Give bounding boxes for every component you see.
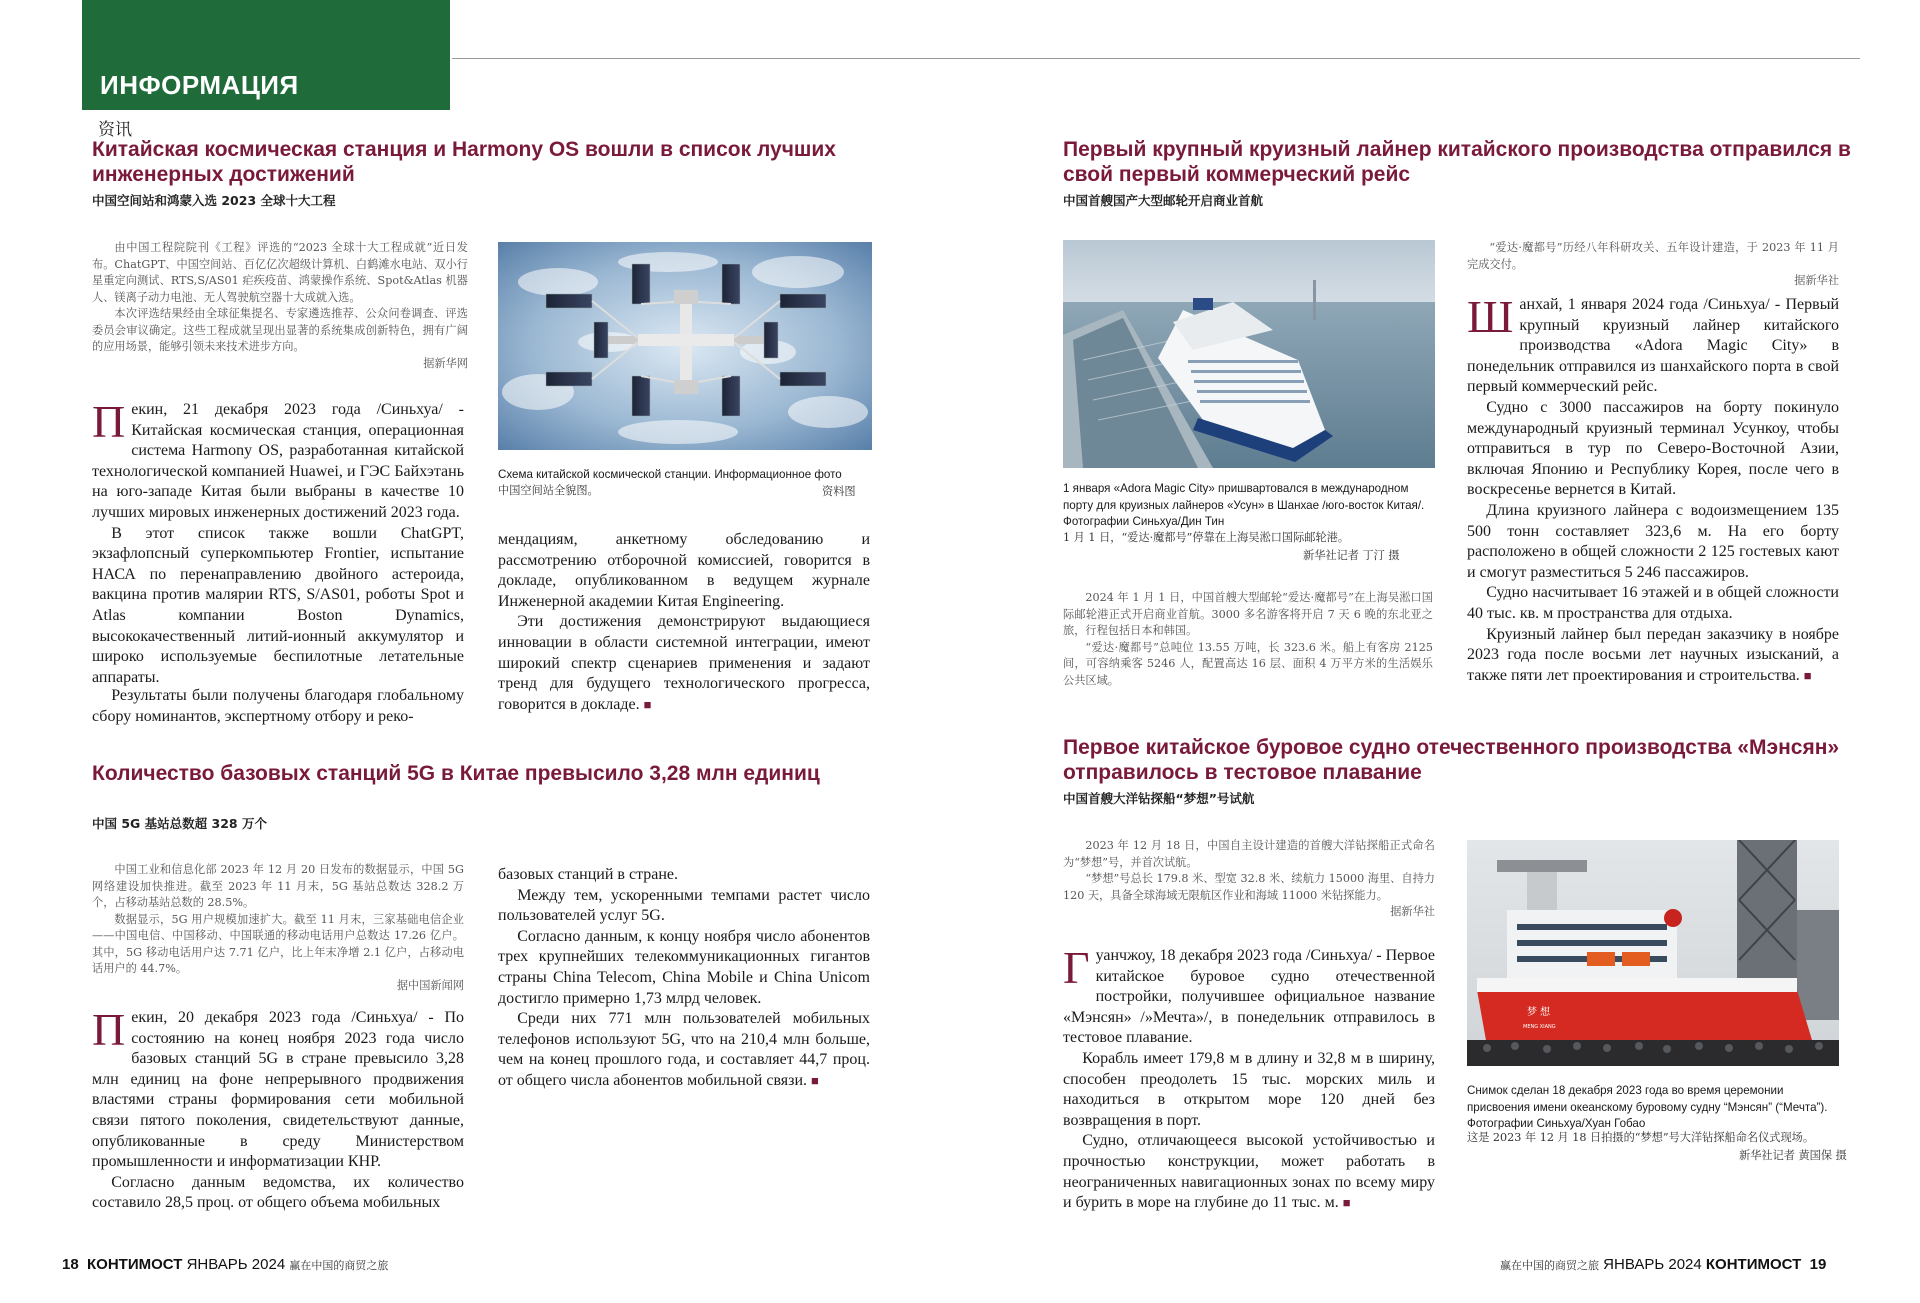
space-station-caption-cn: 中国空间站全貌图。 [498, 484, 599, 497]
article3-ru-p2: Судно с 3000 пассажиров на борту покинуло международный круизный терминал Усункоу, чтобы отправиться в тур по Северо-Восточной Азии, включая Японию и Республику Корея, после чего в воскресенье вернется в Китай. [1467, 398, 1839, 499]
ship-name-cn: 梦 想 [1527, 1007, 1551, 1018]
article1-ru-p3a: Результаты были получены благодаря глобальному сбору номинантов, экспертному отбору и реко- [92, 687, 464, 725]
article1-ru-col1 [92, 396, 464, 688]
article2-ru-p3: Между тем, ускоренными темпами растет число пользователей услуг 5G. [498, 886, 870, 925]
article3-drop-cap: Ш [1467, 291, 1514, 342]
article4-headline: Первое китайское буровое судно отечественного производства «Мэнсян» отправилось в тестовое плавание [1063, 736, 1840, 784]
article1-subhead: 中国空间站和鸿蒙入选 2023 全球十大工程 [92, 193, 336, 208]
article4-ru-p3: Судно, отличающееся высокой устойчивостью и прочностью конструкции, может работать в неограниченных навигационных зонах по всему миру и бурить в море на глубине до 11 тыс. м. [1063, 1132, 1435, 1212]
article3-ru-p4: Судно насчитывает 16 этажей и в общей сложности 40 тыс. кв. м пространства для отдыха. [1467, 584, 1839, 622]
article3-ru-p1: анхай, 1 января 2024 года /Синьхуа/ - Первый крупный круизный лайнер китайского производства «Adora Magic City» в понедельник отправился из шанхайского порта в свой первый коммерческий рейс. [1467, 296, 1839, 396]
footer-slogan-left: 赢在中国的商贸之旅 [289, 1259, 389, 1272]
footer-page-right: 19 [1809, 1256, 1827, 1273]
article2-ru-col1: Пекин, 20 декабря 2023 года /Синьхуа/ - По состоянию на конец ноября 2023 года число базовых станций 5G в стране превысило 3,28 млн единиц на фоне непрерывного продвижения властями страны формирования сети мобильной связи пятого поколения, свидетельствуют данные, опубликованные в среду Министерством промышленности и информатизации КНР. Согласно данным ведомства, их количество составило 28,5 проц. от общего объема мобильных [92, 1004, 464, 1212]
end-mark-icon: ■ [811, 1072, 819, 1088]
article1-cn-p2: 本次评选结果经由全球征集提名、专家遴选推荐、公众问卷调查、评选委员会审议确定。这些工程成就呈现出显著的系统集成创新特色，拥有广阔的应用场景，能够引领未来技术进步方向。 [92, 307, 468, 353]
article3-headline: Первый крупный круизный лайнер китайского производства отправился в свой первый коммерческий рейс [1063, 138, 1851, 186]
cruise-ship-caption-cn: 1 月 1 日，“爱达·魔都号”停靠在上海吴淞口国际邮轮港。 [1063, 531, 1350, 544]
end-mark-icon: ■ [1342, 1195, 1351, 1211]
space-station-caption-ru: Схема китайской космической станции. Информационное фото [498, 468, 842, 481]
header-rule [452, 58, 1860, 59]
article4-drop-cap: Г [1063, 942, 1090, 993]
footer-date-left: ЯНВАРЬ 2024 [186, 1256, 286, 1273]
article2-ru-p5: Среди них 771 млн пользователей мобильных телефонов используют 5G, что на 210,4 млн больше, чем на конец прошлого года, и составляет 44,7 проц. от общего числа абонентов мобильной связи. [498, 1010, 870, 1089]
article4-cn-p2: “梦想”号总长 179.8 米、型宽 32.8 米、续航力 15000 海里、自持力 120 天，具备全球海域无限航区作业和海域 11000 米钻探能力。 [1063, 872, 1435, 902]
footer-right [1500, 1256, 1826, 1273]
footer-mag-right: КОНТИМОСТ [1705, 1256, 1802, 1273]
article3-cn-summary-2 [1467, 240, 1839, 290]
article1-ru-p4: Эти достижения демонстрируют выдающиеся инновации в области системной интеграции, имеют широкий спектр сценариев применения и задают тренд для будущего технологического прогресса, говорится в докладе. [498, 613, 870, 713]
article3-subhead: 中国首艘国产大型邮轮开启商业首航 [1063, 193, 1264, 208]
drill-ship-photo [1467, 840, 1839, 1066]
article2-drop-cap: П [92, 1004, 126, 1055]
end-mark-icon: ■ [1803, 667, 1812, 683]
article3-ru-p3: Длина круизного лайнера с водоизмещением 135 500 тонн составляет 323,6 м. На его борту расположено в общей сложности 2 125 гостевых кают и смогут разместиться 5 246 пассажиров. [1467, 501, 1839, 581]
article2-ru-col2: базовых станций в стране. Между тем, ускоренными темпами растет число пользователей услуг 5G. Согласно данным, к концу ноября число абонентов трех крупнейших телекоммуникационных гигантов страны China Telecom, China Mobile и China Unicom достигло примерно 1,73 млрд человек. Среди них 771 млн пользователей мобильных телефонов используют 5G, что на 210,4 млн больше, чем на конец прошлого года, и составляет 44,7 проц. от общего числа абонентов мобильной связи. ■ [498, 866, 870, 1089]
drill-ship-caption-ru: Снимок сделан 18 декабря 2023 года во время церемонии присвоения имени океанскому буровому судну “Мэнсян” (“Мечта”). Фотографии Синьхуа/Хуан Гобао [1467, 1084, 1828, 1130]
article3-cn-source: 据新华社 [1794, 274, 1839, 287]
article4-cn-source: 据新华社 [1390, 905, 1435, 918]
article3-ru-text [1467, 291, 1839, 686]
article4-cn-p1: 2023 年 12 月 18 日，中国自主设计建造的首艘大洋钻探船正式命名为“梦想”号，并首次试航。 [1063, 839, 1435, 869]
article3-cn-p2: “爱达·魔都号”总吨位 13.55 万吨，长 323.6 米。船上有客房 2125 间，可容纳乘客 5246 人，配置高达 16 层、面积 4 万平方米的生活娱乐公共区域。 [1063, 640, 1433, 687]
footer-mag-left: КОНТИМОСТ [87, 1256, 183, 1273]
drill-ship-caption-cn: 这是 2023 年 12 月 18 日拍摄的“梦想”号大洋钻探船命名仪式现场。 [1467, 1131, 1815, 1144]
article1-ru-p2: В этот список также вошли ChatGPT, экзафлопсный суперкомпьютер Frontier, испытание НАСА по перенаправлению двойного астероида, вакцина против малярии RTS, S/AS01, роботы Spot и Atlas компании Boston Dynamics, высококачественный литий-ионный аккумулятор и широко используемые беспилотные летательные аппараты. [92, 524, 464, 686]
article1-drop-cap: П [92, 396, 126, 447]
article3-cn-summary [1063, 590, 1433, 689]
article3-cn-p1: 2024 年 1 月 1 日，中国首艘大型邮轮“爱达·魔都号”在上海吴淞口国际邮轮港正式开启商业首航。3000 多名游客将开启 7 天 6 晚的东北亚之旅，行程包括日本和韩国。 [1063, 591, 1433, 637]
article2-cn-p2: 数据显示，5G 用户规模加速扩大。截至 11 月末，三家基础电信企业——中国电信、中国移动、中国联通的移动电话用户总数达 17.26 亿户。其中，5G 移动电话用户达 7.71 亿户，比上年末净增 2.1 亿户，占移动电话用户的 44.7%。 [92, 912, 464, 975]
ship-name-latin: MENG XIANG [1523, 1024, 1556, 1030]
article4-ru-p2: Корабль имеет 179,8 м в длину и 32,8 м в ширину, способен преодолеть 15 тыс. морских миль и находиться в открытом море 120 дней без возвращения в порт. [1063, 1049, 1435, 1129]
article2-cn-p1: 中国工业和信息化部 2023 年 12 月 20 日发布的数据显示，中国 5G 网络建设加快推进。截至 2023 年 11 月末，5G 基站总数达 328.2 万个，占移动基站总数的 28.5%。 [92, 863, 464, 909]
cruise-ship-credit: 新华社记者 丁汀 摄 [1303, 549, 1400, 562]
article4-cn-summary [1063, 838, 1435, 921]
footer-page-left: 18 [62, 1256, 79, 1273]
article1-ru-col2: мендациям, анкетному обследованию и рассмотрению отборочной комиссией, говорится в докладе, опубликованном в ведущем журнале Инженерной академии Китая Engineering. Эти достижения демонстрируют выдающиеся инновации в области системной интеграции, имеют широкий спектр сценариев применения и задают тренд для будущего технологического прогресса, говорится в докладе. ■ [498, 531, 870, 713]
cruise-ship-caption-ru: 1 января «Adora Magic City» пришвартовался в международном порту для круизных лайнеров «Усун» в Шанхае /юго-восток Китая/. Фотографии Синьхуа/Дин Тин [1063, 482, 1425, 528]
cruise-ship-photo [1063, 240, 1435, 468]
article4-ru-text [1063, 942, 1435, 1214]
article2-ru-p4: Согласно данным, к концу ноября число абонентов трех крупнейших телекоммуникационных гигантов страны China Telecom, China Mobile и China Unicom достигло примерно 1,73 млрд человек. [498, 927, 870, 1007]
drill-ship-credit: 新华社记者 黄国保 摄 [1739, 1149, 1847, 1162]
article2-headline: Количество базовых станций 5G в Китае превысило 3,28 млн единиц [92, 762, 820, 785]
section-title: ИНФОРМАЦИЯ [100, 70, 299, 100]
article1-cn-p1: 由中国工程院院刊《工程》评选的“2023 全球十大工程成就”近日发布。ChatGPT、中国空间站、百亿亿次超级计算机、白鹤滩水电站、双小行星重定向测试、RTS,S/AS01 疟疾疫苗、鸿蒙操作系统、Spot&Atlas 机器人、镁离子动力电池、无人驾驶航空器十大成就入选。 [92, 241, 468, 304]
footer-date-right: ЯНВАРЬ 2024 [1603, 1256, 1702, 1273]
article1-cn-source: 据新华网 [423, 356, 468, 370]
article2-cn-summary [92, 862, 464, 994]
article2-subhead: 中国 5G 基站总数超 328 万个 [92, 816, 267, 831]
space-station-credit: 资料图 [822, 485, 856, 498]
footer-slogan-right: 赢在中国的商贸之旅 [1500, 1259, 1599, 1272]
space-station-photo [498, 242, 872, 450]
article3-ru-p5: Круизный лайнер был передан заказчику в ноябре 2023 года после восьми лет научных изысканий, а также пяти лет проектирования и строительства. [1467, 625, 1839, 684]
article4-ru-p1: уанчжоу, 18 декабря 2023 года /Синьхуа/ - Первое китайское буровое судно отечественной постройки, получившее официальное название «Мэнсян» /»Мечта»/, в понедельник отправилось в тестовое плавание. [1063, 947, 1435, 1047]
section-subtitle: 资讯 [98, 120, 132, 140]
article2-cn-source: 据中国新闻网 [396, 978, 464, 992]
article4-subhead: 中国首艘大洋钻探船“梦想”号试航 [1063, 791, 1255, 806]
end-mark-icon: ■ [643, 696, 652, 712]
footer-left [62, 1256, 388, 1273]
article3-cn-p3: “爱达·魔都号”历经八年科研攻关、五年设计建造，于 2023 年 11 月完成交付。 [1467, 241, 1839, 271]
article1-headline: Китайская космическая станция и Harmony OS вошли в список лучших инженерных достижений [92, 138, 836, 186]
article1-cn-summary [92, 240, 468, 372]
article1-ru-p1: екин, 21 декабря 2023 года /Синьхуа/ - Китайская космическая станция, операционная система Harmony OS, разработанная китайской технологической компанией Huawei, и ГЭС Байхэтань на юго-западе Китая были выбраны в качестве 10 лучших мировых инженерных достижений 2023 года. [92, 401, 464, 521]
article2-ru-p1: екин, 20 декабря 2023 года /Синьхуа/ - По состоянию на конец ноября 2023 года число базовых станций 5G в стране превысило 3,28 млн единиц на фоне непрерывного продвижения властями страны формирования сети мобильной связи пятого поколения, свидетельствуют данные, опубликованные в среду Министерством промышленности и информатизации КНР. [92, 1009, 464, 1171]
